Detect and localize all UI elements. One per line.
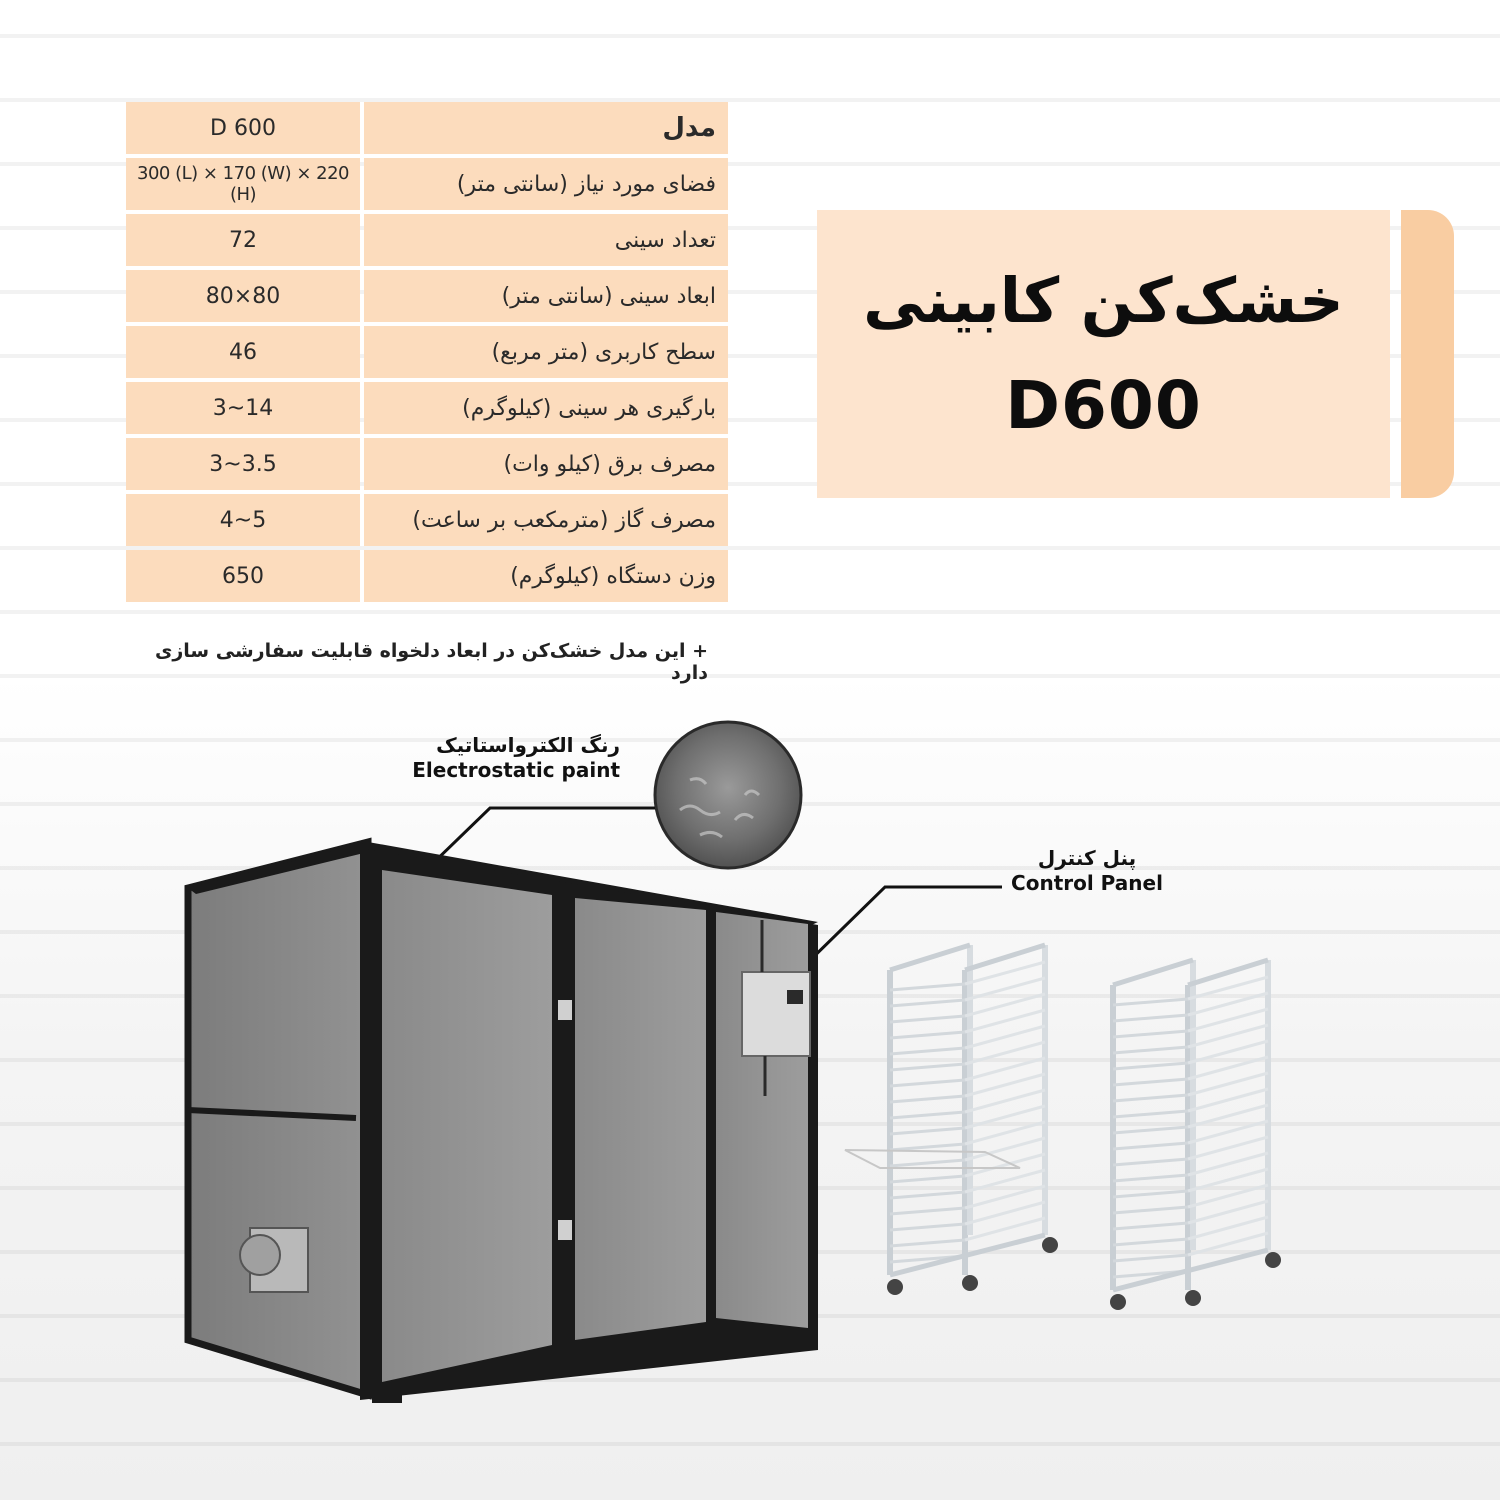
- spec-value: 72: [126, 214, 360, 266]
- trolley-bar: [1113, 1127, 1188, 1133]
- trolley-bar: [890, 1096, 965, 1102]
- trolley-bar: [890, 1032, 965, 1038]
- trolley-bar: [1113, 1191, 1188, 1197]
- spec-value: 80×80: [126, 270, 360, 322]
- customization-note: + این مدل خشک‌کن در ابعاد دلخواه قابلیت سفارشی سازی دارد: [154, 640, 708, 684]
- trolley-bar: [890, 945, 970, 970]
- trolley-bar: [890, 1112, 965, 1118]
- trolley-bar: [890, 1048, 965, 1054]
- paint-callout-fa: رنگ الکترواستاتیک: [436, 733, 620, 757]
- trolley-bar: [1113, 1143, 1188, 1149]
- trolley-bar: [1113, 1063, 1188, 1069]
- panel-callout: [1002, 846, 1172, 896]
- spec-value: 650: [126, 550, 360, 602]
- trolley-bar: [890, 1064, 965, 1070]
- trolley-bar: [890, 984, 965, 990]
- panel-callout-fa: پنل کنترل: [1037, 846, 1137, 870]
- trolley-bar: [890, 1144, 965, 1150]
- trolley-wheel: [1110, 1294, 1126, 1310]
- trolley-bar: [1113, 1095, 1188, 1101]
- trolley-wheel: [962, 1275, 978, 1291]
- paint-callout: [410, 733, 620, 783]
- trolley-bar: [890, 1240, 965, 1246]
- cabinet-dryer-photo: [188, 842, 818, 1403]
- spec-label: تعداد سینی: [364, 214, 728, 266]
- spec-value: 4~5: [126, 494, 360, 546]
- trolley-wheel: [1185, 1290, 1201, 1306]
- trolley-wheel: [1265, 1252, 1281, 1268]
- spec-label: مصرف برق (کیلو وات): [364, 438, 728, 490]
- spec-value: 3~3.5: [126, 438, 360, 490]
- trolley-bar: [1113, 1207, 1188, 1213]
- product-title: خشک‌کن کابینی: [863, 264, 1344, 337]
- trolley-bar: [1113, 1079, 1188, 1085]
- spec-label: مدل: [364, 102, 728, 154]
- trolley-bar: [890, 1176, 965, 1182]
- trolley-bar: [1113, 1255, 1188, 1261]
- spec-label: بارگیری هر سینی (کیلوگرم): [364, 382, 728, 434]
- tray-trolley-photo: [845, 945, 1281, 1310]
- panel-callout-en: Control Panel: [1011, 871, 1163, 895]
- trolley-bar: [890, 1080, 965, 1086]
- trolley-bar: [890, 1128, 965, 1134]
- trolley-bar: [890, 1208, 965, 1214]
- trolley-bar: [1113, 1111, 1188, 1117]
- trolley-bar: [890, 1016, 965, 1022]
- trolley-bar: [890, 1224, 965, 1230]
- trolley-bar: [890, 1160, 965, 1166]
- trolley-wheel: [887, 1279, 903, 1295]
- spec-value: 3~14: [126, 382, 360, 434]
- trolley-bar: [1113, 1015, 1188, 1021]
- trolley-bar: [890, 1000, 965, 1006]
- spec-value: 46: [126, 326, 360, 378]
- spec-label: سطح کاربری (متر مربع): [364, 326, 728, 378]
- trolley-bar: [1113, 960, 1193, 985]
- trolley-bar: [1113, 1047, 1188, 1053]
- trolley-bar: [1113, 1175, 1188, 1181]
- spec-label: فضای مورد نیاز (سانتی متر): [364, 158, 728, 210]
- model-title: D600: [1005, 367, 1202, 444]
- trolley-bar: [1113, 1159, 1188, 1165]
- trolley-bar: [1113, 1223, 1188, 1229]
- spec-label: مصرف گاز (مترمکعب بر ساعت): [364, 494, 728, 546]
- spec-label: وزن دستگاه (کیلوگرم): [364, 550, 728, 602]
- trolley-bar: [890, 1192, 965, 1198]
- trolley-bar: [1113, 1239, 1188, 1245]
- spec-label: ابعاد سینی (سانتی متر): [364, 270, 728, 322]
- trolley-bar: [1113, 999, 1188, 1005]
- trolley-wheel: [1042, 1237, 1058, 1253]
- trolley-bar: [1113, 1031, 1188, 1037]
- paint-callout-en: Electrostatic paint: [412, 758, 620, 782]
- electrostatic-paint-swatch: [655, 722, 801, 868]
- spec-value: 300 (L) × 170 (W) × 220 (H): [126, 158, 360, 210]
- spec-value: D 600: [126, 102, 360, 154]
